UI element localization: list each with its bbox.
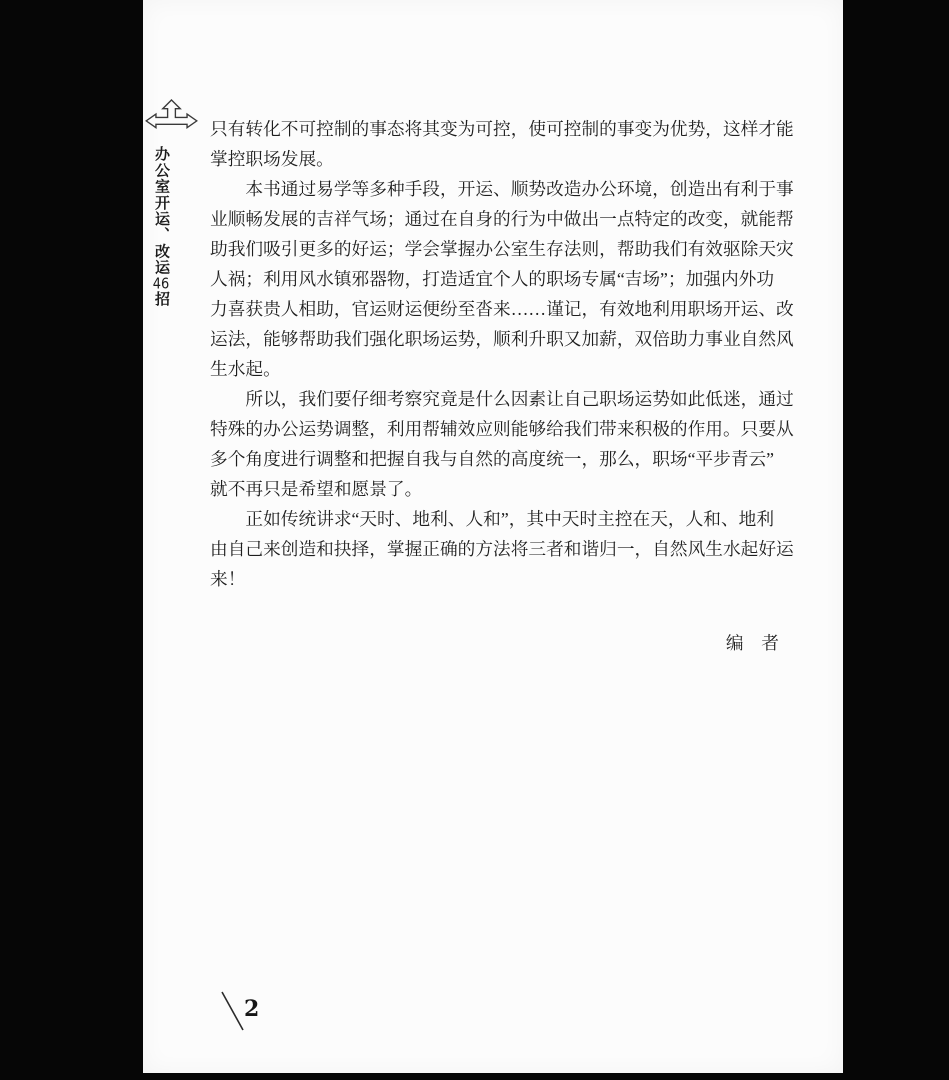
text-line: 由自己来创造和抉择，掌握正确的方法将三者和谐归一，自然风生水起好运	[210, 539, 794, 559]
book-title-vertical	[151, 146, 172, 326]
text-line: 本书通过易学等多种手段，开运、顺势改造办公环境，创造出有利于事	[245, 179, 794, 199]
text-line: 就不再只是希望和愿景了。	[210, 479, 423, 499]
book-page	[143, 0, 843, 1073]
text-line: 业顺畅发展的吉祥气场；通过在自身的行为中做出一点特定的改变，就能帮	[210, 209, 794, 229]
text-line: 多个角度进行调整和把握自我与自然的高度统一，那么，职场“平步青云”	[210, 449, 775, 469]
preface-text-block	[210, 114, 796, 594]
book-title-number: 46	[152, 275, 170, 291]
editor-signature: 编 者	[725, 633, 779, 653]
text-line: 人祸；利用风水镇邪器物，打造适宜个人的职场专属“吉场”；加强内外功	[210, 269, 775, 289]
text-line: 来！	[210, 569, 246, 589]
text-line: 特殊的办公运势调整，利用帮辅效应则能够给我们带来积极的作用。只要从	[210, 419, 794, 439]
text-line: 助我们吸引更多的好运；学会掌握办公室生存法则，帮助我们有效驱除天灾	[210, 239, 794, 259]
text-line: 只有转化不可控制的事态将其变为可控，使可控制的事变为优势，这样才能	[210, 119, 794, 139]
text-line: 生水起。	[210, 359, 281, 379]
book-title-upper: 办公室开运、改运	[153, 146, 169, 276]
book-title-lower: 招	[153, 290, 169, 307]
text-line: 运法，能够帮助我们强化职场运势，顺利升职又加薪，双倍助力事业自然风	[210, 329, 794, 349]
text-line: 正如传统讲求“天时、地利、人和”，其中天时主控在天，人和、地利	[245, 509, 775, 529]
text-line: 掌控职场发展。	[210, 149, 334, 169]
crossroads-arrow-icon	[145, 99, 198, 134]
text-line: 力喜获贵人相助，官运财运便纷至沓来……谨记，有效地利用职场开运、改	[210, 299, 794, 319]
page-number: 2	[244, 996, 260, 1022]
page-number-slash-mark	[219, 989, 247, 1033]
text-line: 所以，我们要仔细考察究竟是什么因素让自己职场运势如此低迷，通过	[245, 389, 794, 409]
